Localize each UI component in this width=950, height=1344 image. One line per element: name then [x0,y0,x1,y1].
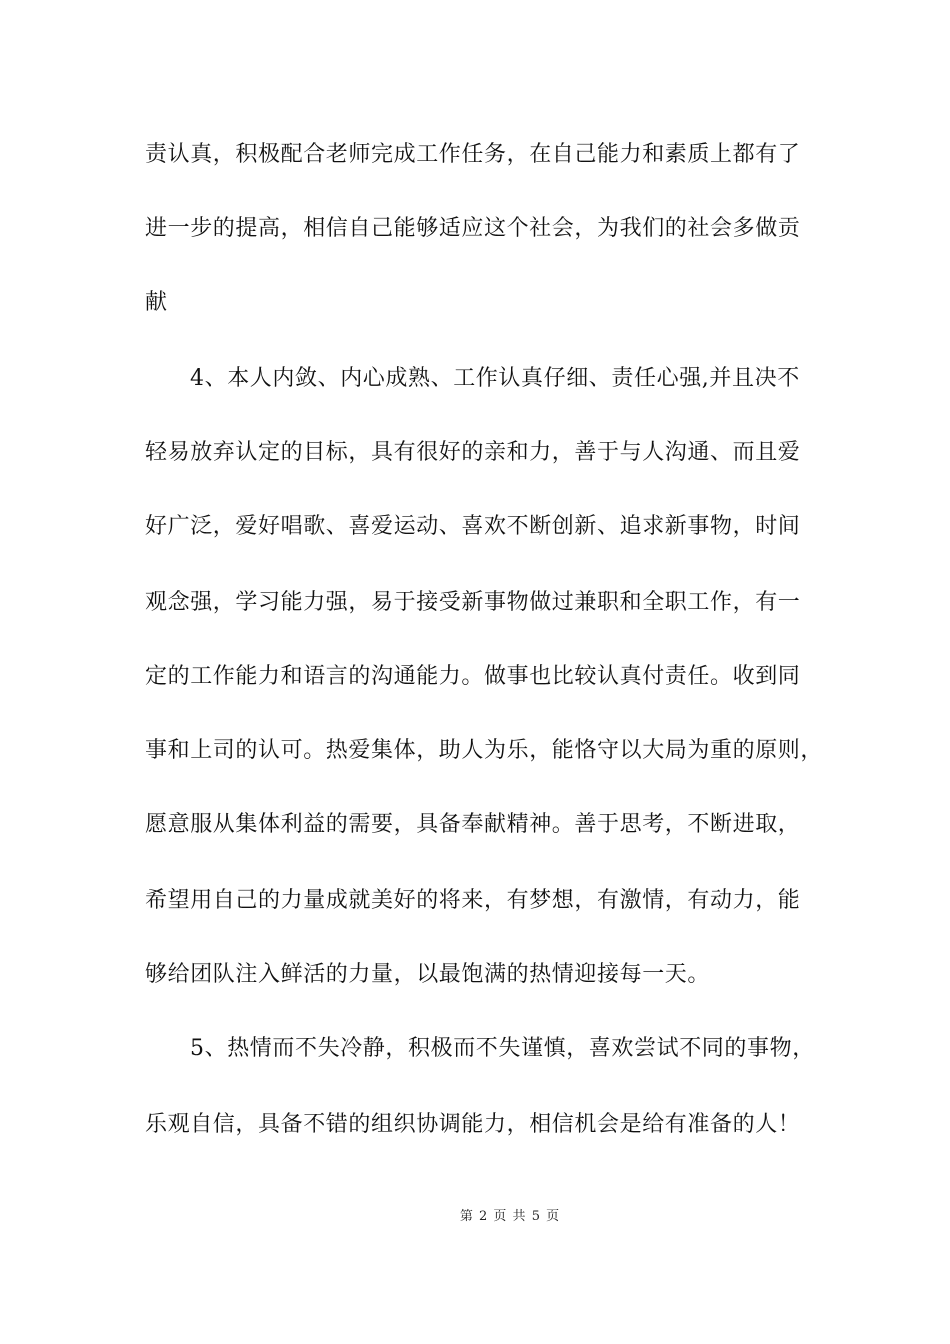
paragraph-1-line-2: 进一步的提高，相信自己能够适应这个社会，为我们的社会多做贡 [145,216,801,241]
paragraph-3-line-2: 乐观自信，具备不错的组织协调能力，相信机会是给有准备的人！ [145,1112,801,1137]
paragraph-1-line-3: 献 [145,290,168,315]
paragraph-3-line-1: 5、热情而不失冷静，积极而不失谨慎，喜欢尝试不同的事物， [190,1036,815,1061]
paragraph-2-line-4: 观念强，学习能力强，易于接受新事物做过兼职和全职工作，有一 [145,590,801,615]
page-number-footer: 第 2 页 共 5 页 [459,1209,561,1224]
paragraph-2-line-7: 愿意服从集体利益的需要，具备奉献精神。善于思考，不断进取， [145,812,801,837]
paragraph-2-line-2: 轻易放弃认定的目标，具有很好的亲和力，善于与人沟通、而且爱 [145,440,801,465]
paragraph-2-line-6: 事和上司的认可。热爱集体，助人为乐，能恪守以大局为重的原则， [145,738,824,763]
paragraph-2-line-1: 4、本人内敛、内心成熟、工作认真仔细、责任心强,并且决不 [190,366,800,391]
paragraph-2-line-3: 好广泛，爱好唱歌、喜爱运动、喜欢不断创新、追求新事物，时间 [145,514,801,539]
paragraph-1-line-1: 责认真，积极配合老师完成工作任务，在自己能力和素质上都有了 [145,142,801,167]
paragraph-2-line-8: 希望用自己的力量成就美好的将来，有梦想，有激情，有动力，能 [145,888,801,913]
paragraph-2-line-9: 够给团队注入鲜活的力量，以最饱满的热情迎接每一天。 [145,962,711,987]
paragraph-2-line-5: 定的工作能力和语言的沟通能力。做事也比较认真付责任。收到同 [145,664,801,689]
